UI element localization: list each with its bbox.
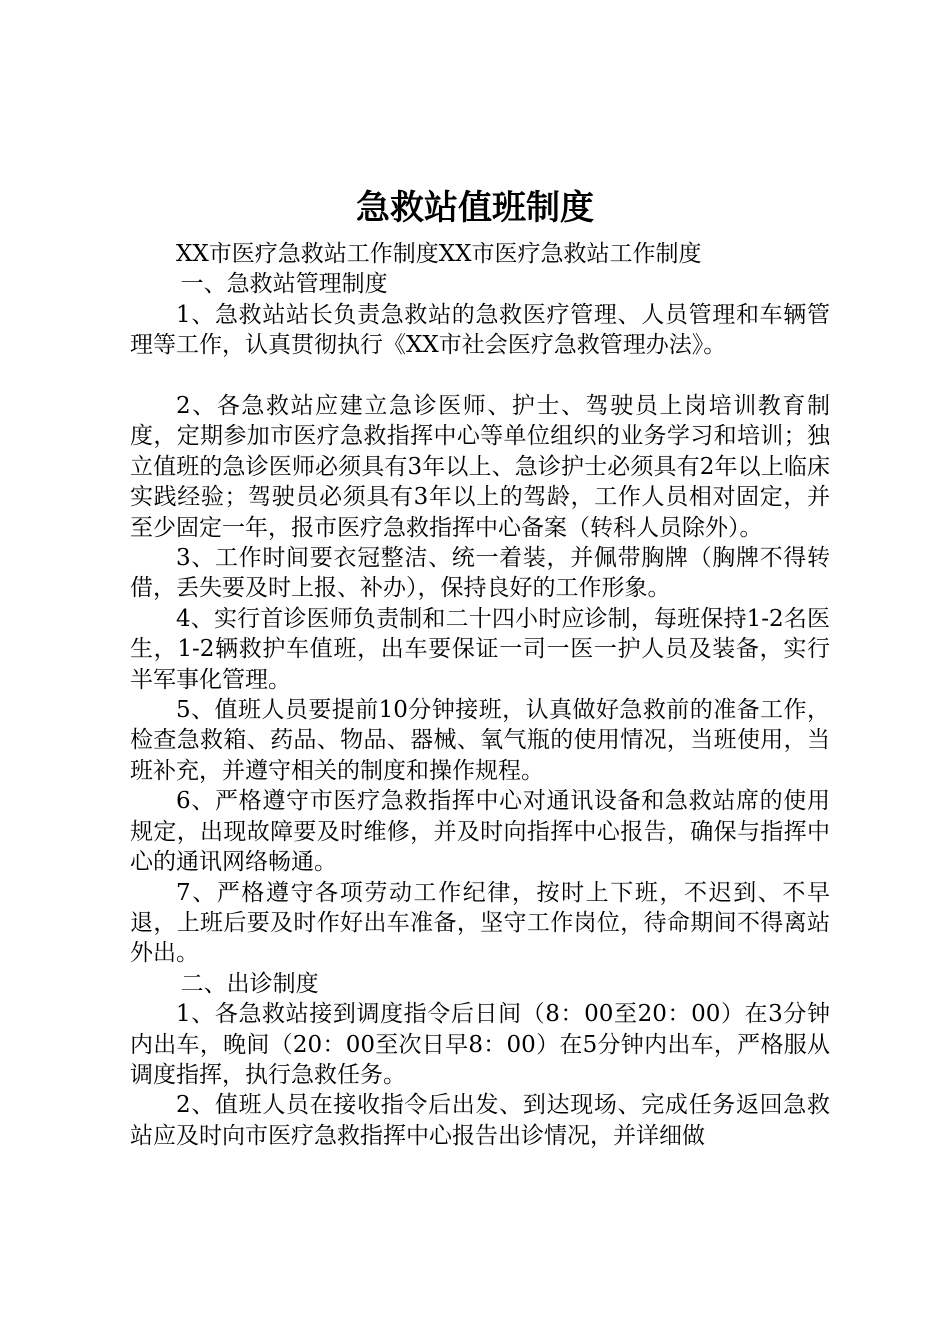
paragraph-outcall-2: 2、值班人员在接收指令后出发、到达现场、完成任务返回急救站应及时向市医疗急救指挥中心报告出诊情况，并详细做 xyxy=(130,1092,830,1149)
document-body xyxy=(130,239,830,1151)
paragraph-management-4: 4、实行首诊医师负责制和二十四小时应诊制，每班保持1-2名医生，1-2辆救护车值班，出车要保证一司一医一护人员及装备，实行半军事化管理。 xyxy=(130,605,830,693)
paragraph-outcall-1: 1、各急救站接到调度指令后日间（8：00至20：00）在3分钟内出车，晚间（20：00至次日早8：00）在5分钟内出车，严格服从调度指挥，执行急救任务。 xyxy=(130,1001,830,1088)
paragraph-management-5: 5、值班人员要提前10分钟接班，认真做好急救前的准备工作，检查急救箱、药品、物品、器械、氧气瓶的使用情况，当班使用，当班补充，并遵守相关的制度和操作规程。 xyxy=(130,697,830,784)
paragraph-intro: XX市医疗急救站工作制度XX市医疗急救站工作制度 xyxy=(176,241,702,267)
paragraph-management-6: 6、严格遵守市医疗急救指挥中心对通讯设备和急救站席的使用规定，出现故障要及时维修，并及时向指挥中心报告，确保与指挥中心的通讯网络畅通。 xyxy=(130,788,830,876)
section-heading-outcall: 二、出诊制度 xyxy=(180,970,319,997)
paragraph-management-1: 1、急救站站长负责急救站的急救医疗管理、人员管理和车辆管理等工作，认真贯彻执行《XX市社会医疗急救管理办法》。 xyxy=(130,301,830,359)
paragraph-management-7: 7、严格遵守各项劳动工作纪律，按时上下班，不迟到、不早退，上班后要及时作好出车准备，坚守工作岗位，待命期间不得离站外出。 xyxy=(130,879,830,967)
document-title: 急救站值班制度 xyxy=(356,188,594,228)
section-heading-management: 一、急救站管理制度 xyxy=(180,271,388,298)
paragraph-management-2: 2、各急救站应建立急诊医师、护士、驾驶员上岗培训教育制度，定期参加市医疗急救指挥中心等单位组织的业务学习和培训；独立值班的急诊医师必须具有3年以上、急诊护士必须具有2年以上临床实践经验；驾驶员必须具有3年以上的驾龄，工作人员相对固定，并至少固定一年，报市医疗急救指挥中心备案（转科人员除外）。 xyxy=(130,393,830,541)
blank-line xyxy=(130,361,830,391)
paragraph-management-3: 3、工作时间要衣冠整洁、统一着装，并佩带胸牌（胸牌不得转借，丢失要及时上报、补办），保持良好的工作形象。 xyxy=(130,545,830,602)
